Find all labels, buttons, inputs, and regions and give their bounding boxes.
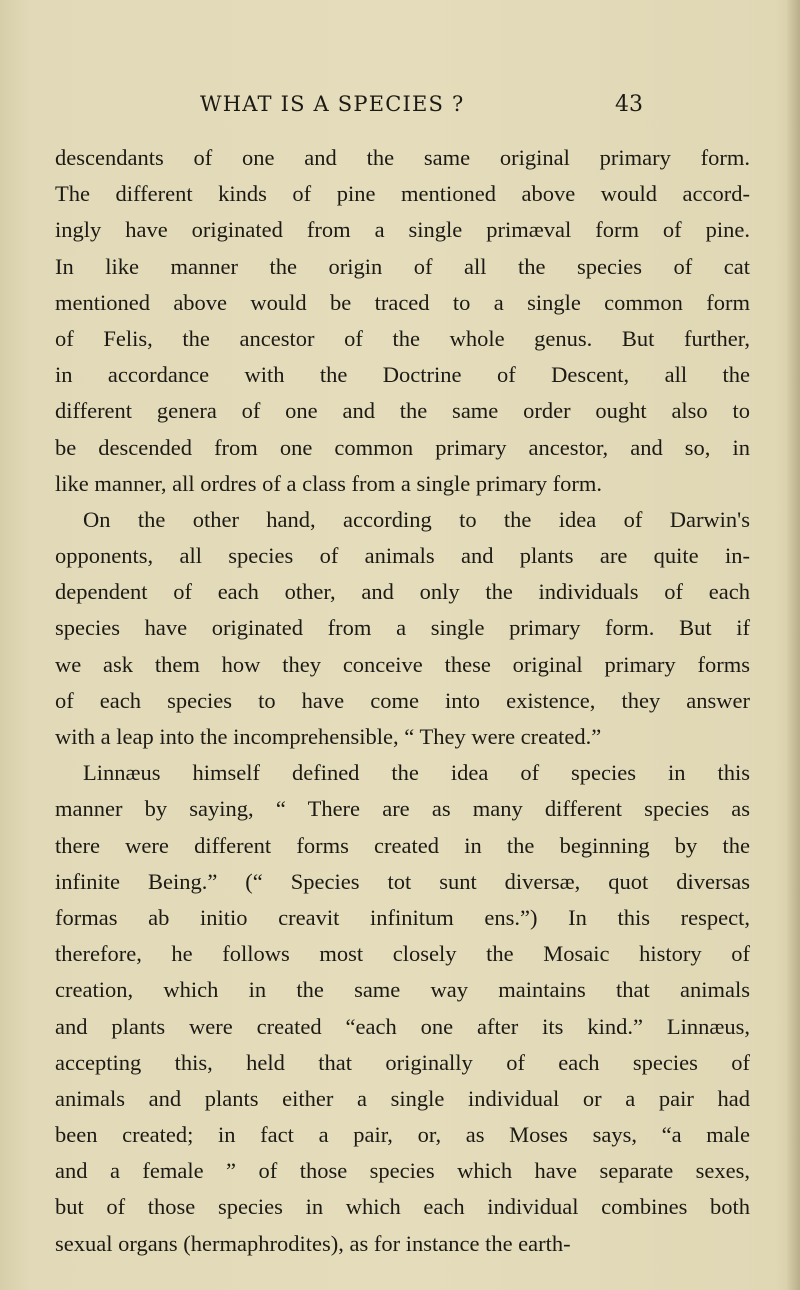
text-line: in accordance with the Doctrine of Descent, all the	[55, 362, 750, 388]
text-line: creation, which in the same way maintains that animals	[55, 977, 750, 1003]
text-line: been created; in fact a pair, or, as Moses says, “a male	[55, 1122, 750, 1148]
text-line: On the other hand, according to the idea of Darwin's	[83, 506, 750, 532]
text-line: sexual organs (hermaphrodites), as for instance the earth-	[55, 1230, 571, 1256]
text-line: accepting this, held that originally of each species of	[55, 1049, 750, 1075]
text-line: ingly have originated from a single primæval form of pine.	[55, 217, 750, 243]
text-line: there were different forms created in the beginning by the	[55, 832, 750, 858]
text-line: dependent of each other, and only the individuals of each	[55, 579, 750, 605]
text-line: of each species to have come into existence, they answer	[55, 687, 750, 713]
page-number: 43	[615, 92, 643, 117]
text-line: and a female ” of those species which have separate sexes,	[55, 1158, 750, 1184]
text-line: be descended from one common primary ancestor, and so, in	[55, 434, 750, 460]
text-line: species have originated from a single primary form. But if	[55, 615, 750, 641]
text-line: In like manner the origin of all the species of cat	[55, 253, 750, 279]
text-line: infinite Being.” (“ Species tot sunt diversæ, quot diversas	[55, 868, 750, 894]
text-line: Linnæus himself defined the idea of species in this	[83, 760, 750, 786]
text-line: therefore, he follows most closely the Mosaic history of	[55, 941, 750, 967]
text-line: we ask them how they conceive these original primary forms	[55, 651, 750, 677]
text-line: manner by saying, “ There are as many different species as	[55, 796, 750, 822]
text-line: formas ab initio creavit infinitum ens.”) In this respect,	[55, 904, 750, 930]
text-line: of Felis, the ancestor of the whole genus. But further,	[55, 325, 750, 351]
text-line: mentioned above would be traced to a single common form	[55, 289, 750, 315]
running-head	[0, 92, 800, 122]
text-line: different genera of one and the same order ought also to	[55, 398, 750, 424]
text-line: animals and plants either a single individual or a pair had	[55, 1085, 750, 1111]
text-line: but of those species in which each individual combines both	[55, 1194, 750, 1220]
text-line: The different kinds of pine mentioned above would accord-	[55, 181, 750, 207]
page-edge-shadow	[786, 0, 800, 1290]
body-text	[55, 140, 750, 1262]
text-line: and plants were created “each one after its kind.” Linnæus,	[55, 1013, 750, 1039]
text-line: with a leap into the incomprehensible, “ They were created.”	[55, 724, 602, 749]
chapter-title: WHAT IS A SPECIES ?	[200, 92, 465, 116]
text-line: descendants of one and the same original primary form.	[55, 145, 750, 170]
text-line: opponents, all species of animals and plants are quite in-	[55, 543, 750, 569]
text-line: like manner, all ordres of a class from a single primary form.	[55, 470, 603, 496]
